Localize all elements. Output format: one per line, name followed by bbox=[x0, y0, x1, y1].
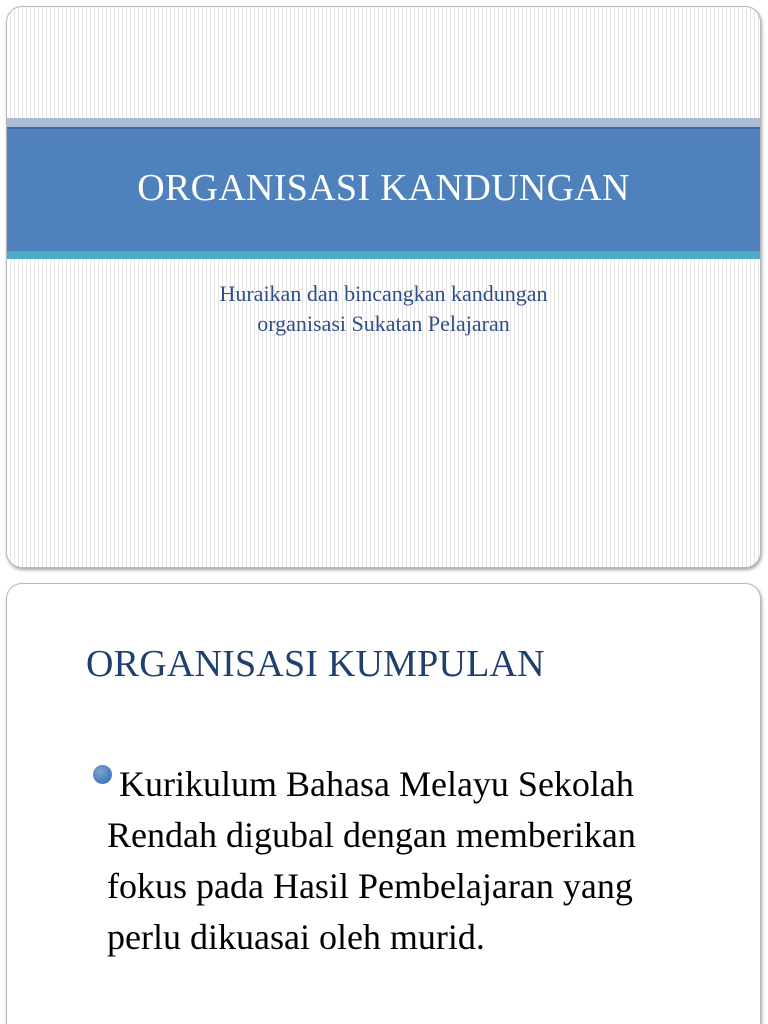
slide-title: ORGANISASI KANDUNGAN bbox=[137, 167, 630, 209]
title-band bbox=[7, 127, 760, 251]
content-slide bbox=[6, 583, 761, 1024]
bullet-dot-icon bbox=[93, 765, 112, 784]
bullet-item: Kurikulum Bahasa Melayu Sekolah Rendah digubal dengan memberikan fokus pada Hasil Pembelajaran yang perlu dikuasai oleh murid. bbox=[107, 764, 636, 957]
title-band-top-stripe bbox=[7, 118, 760, 127]
subtitle-line-1: Huraikan dan bincangkan kandungan bbox=[219, 281, 548, 306]
title-band-bottom-stripe bbox=[7, 251, 760, 259]
subtitle-line-2: organisasi Sukatan Pelajaran bbox=[257, 311, 510, 336]
bullet-list bbox=[107, 759, 707, 963]
content-slide-title: ORGANISASI KUMPULAN bbox=[86, 643, 545, 685]
title-slide bbox=[6, 6, 761, 568]
slide-subtitle bbox=[7, 279, 760, 339]
